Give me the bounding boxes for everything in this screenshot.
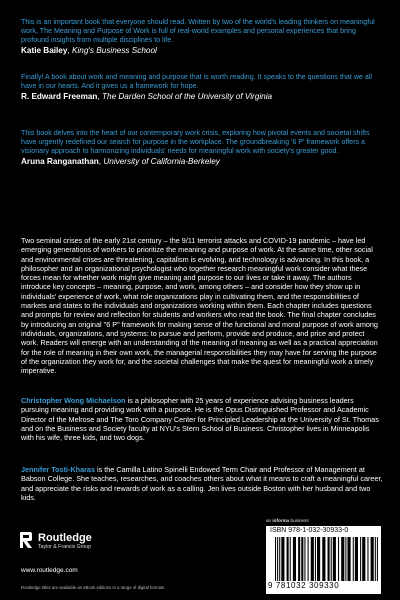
ebook-note: Routledge titles are available as eBook editions in a range of digital formats — [21, 585, 165, 590]
author-bio-text: is the Camilla Latino Spinelli Endowed Term Chair and Professor of Management at Babson College. She teaches, researches, and coaches others about what it means to craft a meaningful career, and appreciate the risks and rewards of work as a calling. Jen lives outside Boston with her husband and two kids. — [21, 465, 383, 502]
barcode-bar — [308, 537, 309, 581]
isbn-label: ISBN 978-1-032-30933-0 — [270, 527, 349, 534]
barcode-bar — [375, 537, 376, 581]
barcode-bar — [333, 537, 336, 581]
author-bio-1 — [21, 396, 383, 442]
barcode-bar — [360, 537, 361, 581]
praise-attribution: Katie Bailey, King's Business School — [21, 45, 157, 55]
barcode-bar — [311, 537, 314, 581]
barcode-bar — [298, 537, 300, 581]
praise-quote: Finally! A book about work and meaning and purpose that is worth reading. It speaks to the questions that we all have in our hearts. And it gives us a framework for hope. — [21, 73, 372, 90]
barcode-panel — [266, 526, 381, 594]
publisher-url: www.routledge.com — [21, 567, 78, 574]
imprint-brand: informa — [272, 518, 290, 523]
author-bio-2 — [21, 465, 383, 502]
praise-attribution: R. Edward Freeman, The Darden School of the University of Virginia — [21, 91, 273, 101]
praise-attribution: Aruna Ranganathan, University of California-Berkeley — [21, 156, 220, 166]
barcode-bar — [277, 537, 278, 581]
barcode-bar — [279, 537, 280, 581]
barcode-bar — [328, 537, 330, 581]
barcode-bar — [331, 537, 332, 581]
routledge-logo-icon — [19, 531, 33, 549]
imprint-prefix: an — [266, 518, 273, 523]
praise-name: Aruna Ranganathan — [21, 156, 99, 166]
barcode-bar — [304, 537, 305, 581]
barcode-bar — [317, 537, 320, 581]
barcode-bar — [315, 537, 316, 581]
barcode-bar — [322, 537, 325, 581]
author-bio-text: is a philosopher with 25 years of experience advising business leaders pursuing meaning and providing work with a purpose. He is the Opus Distinguished Professor and Academic Director of the Melrose and The Toro Company Center for Principled Leadership at the University of St. Thomas and on the Business and Society faculty at NYU's Stern School of Business. Christopher lives in Minneapolis with his wife, three kids, and two dogs. — [21, 396, 379, 443]
publisher-subtitle: Taylor & Francis Group — [38, 544, 92, 550]
barcode-bar — [275, 537, 276, 581]
barcode-graphic — [275, 537, 379, 581]
praise-name: R. Edward Freeman — [21, 91, 98, 101]
barcode-bar — [347, 537, 350, 581]
barcode-bar — [371, 537, 374, 581]
praise-block-1 — [21, 18, 381, 56]
praise-name: Katie Bailey — [21, 45, 68, 55]
praise-affiliation: King's Business School — [71, 45, 157, 55]
praise-quote: This is an important book that everyone should read. Written by two of the world's leading thinkers on meaningful work, The Meaning and Purpose of Work is full of real-world examples and personal experiences that bring profound insights from multiple disciplines to life. — [21, 18, 375, 44]
praise-block-2 — [21, 73, 381, 102]
praise-affiliation: University of California-Berkeley — [103, 156, 220, 166]
barcode-bar — [338, 537, 339, 581]
publisher-name: Routledge — [38, 532, 92, 544]
barcode-bar — [301, 537, 303, 581]
barcode-bar — [281, 537, 284, 581]
barcode-bar — [345, 537, 346, 581]
barcode-bar — [353, 537, 354, 581]
praise-quote: This book delves into the heart of our contemporary work crisis, exploring how pivotal events and societal shifts have urgently redefined our search for purpose in the workplace. The groundbreaking '6 P' framework offers a visionary approach to harmonizing individuals' needs for meaningful work with society's greater good. — [21, 129, 370, 155]
praise-block-3 — [21, 129, 381, 167]
publisher-logo — [19, 530, 139, 570]
barcode-bar — [355, 537, 358, 581]
imprint-suffix: business — [289, 518, 309, 523]
book-description: Two seminal crises of the early 21st century – the 9/11 terrorist attacks and COVID-19 pandemic – have led emerging generations of workers to prioritize the meaning and purpose of work. At the same time, other social and environmental crises are threatening, capitalism is evolving, and technology is advancing. In this book, a philosopher and an organizational psychologist who together research meaningful work consider what these forces mean for whether work might give meaning and purpose to our lives or take it away. The authors introduce key concepts – meaning, purpose, and work, among others – and consider how they show up in individuals' experience of work, what role organizations play in cultivating them, and the responsibilities of markets and states to the individuals and organizations working within them. Each chapter includes questions and prompts for review and reflection for students and workers who read the book. The final chapter concludes by introducing an original "6 P" framework for making sense of the functional and moral purpose of work among individuals, organizations, and systems: to pursue and perform, provide and produce, and price and protect work. Readers will emerge with an understanding of the meaning of meaning as well as a practical appreciation for the role of meaning in their own work, the managerial responsibilities they may have for serving the purpose of the organization they work for, and the societal challenges that make the quest for meaningful work a timely imperative. — [21, 236, 378, 376]
author-name: Jennifer Tosti-Kharas — [21, 465, 95, 474]
barcode-bar — [341, 537, 344, 581]
barcode-bar — [367, 537, 368, 581]
imprint-label — [266, 518, 309, 523]
barcode-bar — [287, 537, 289, 581]
barcode-bar — [290, 537, 291, 581]
barcode-bar — [362, 537, 365, 581]
barcode-bar — [377, 537, 378, 581]
barcode-number: 9 781032 309330 — [268, 581, 340, 590]
barcode-bar — [293, 537, 296, 581]
praise-affiliation: The Darden School of the University of Virginia — [102, 91, 273, 101]
author-name: Christopher Wong Michaelson — [21, 396, 126, 405]
